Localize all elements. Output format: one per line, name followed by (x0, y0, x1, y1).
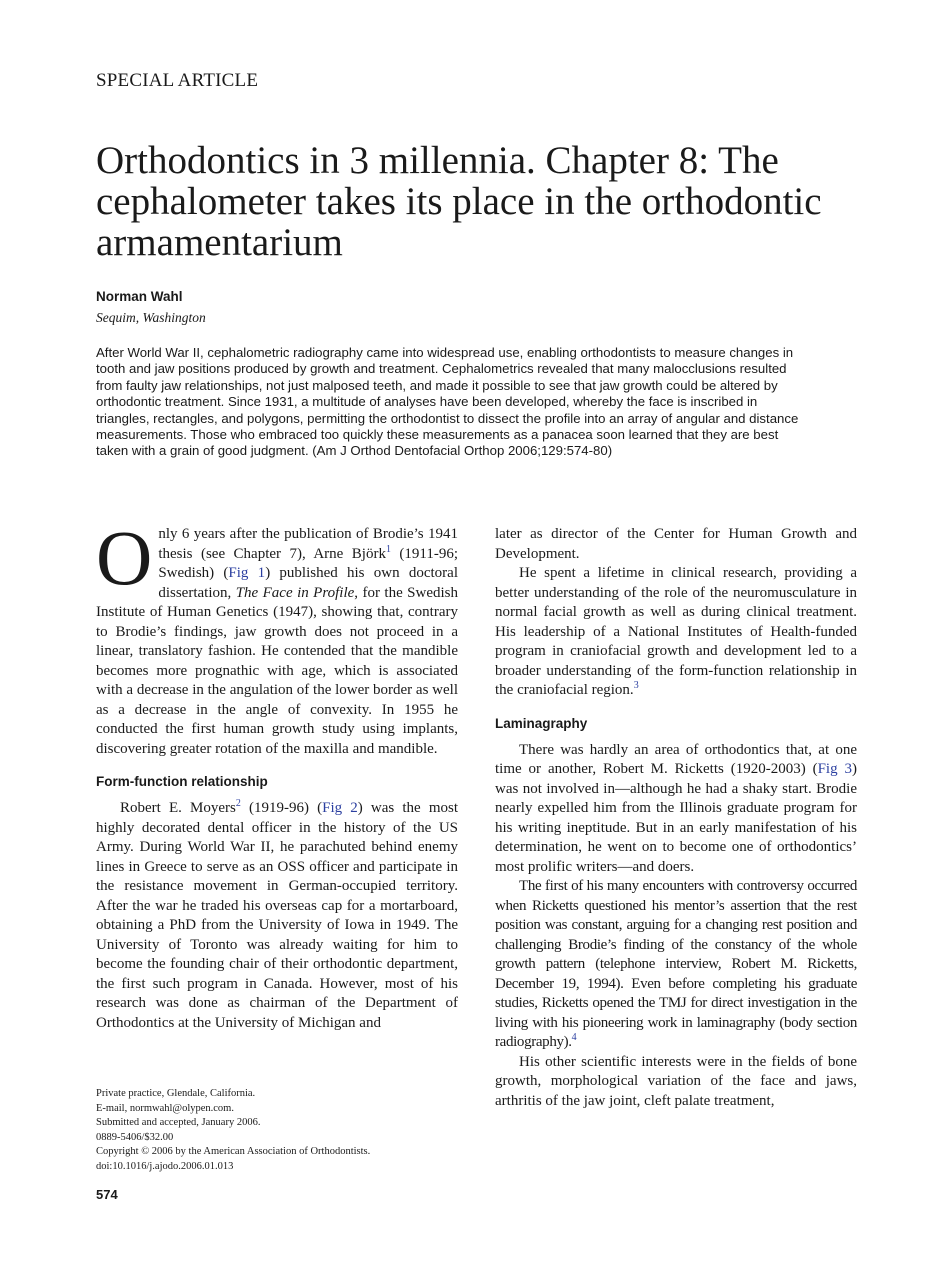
section-label: SPECIAL ARTICLE (96, 70, 259, 91)
footnote-line: Copyright © 2006 by the American Association of Orthodontists. (96, 1146, 371, 1158)
left-column (96, 514, 459, 1033)
controversy-paragraph: The first of his many encounters with controversy occurred when Ricketts questioned his mentor’s assertion that the rest position was constant, arguing for a changing rest position and challenging Brodie’s finding of the constancy of the whole growth pattern (telephone interview, Robert M. Ricketts, December 19, 1994). Even before completing his graduate studies, Ricketts opened the TMJ for direct investigation in the living with his pioneering work in laminagraphy (body section radiography).$^4$ (495, 878, 857, 1050)
reference-link-2[interactable]: 2 (235, 798, 241, 809)
reference-link-4[interactable]: 4 (571, 1032, 577, 1043)
heading-form-function: Form-function relationship (96, 774, 268, 789)
footnote-line: Submitted and accepted, January 2006. (96, 1117, 261, 1129)
footnote-email: E-mail, normwahl@olypen.com. (96, 1102, 234, 1114)
book-title: The Face in Profile (235, 584, 355, 601)
moyers-paragraph: Robert E. Moyers$^2$ (1919-96) (Fig 2) was the most highly decorated dental officer in the history of the US Army. During World War II, he parachuted behind enemy lines in Greece to serve as an OSS officer and participate in the resistance movement in German-occupied territory. After the war he traded his overseas cap for a mortarboard, obtaining a PhD from the University of Iowa in 1949. The University of Toronto was already waiting for him to become the founding chair of their orthodontic department, the first such program in Canada. However, most of his research was done as chairman of the Department of Orthodontics at the University of Michigan and (96, 798, 458, 1031)
right-column (495, 525, 857, 1111)
author-name: Norman Wahl (96, 289, 183, 304)
figure-link-1[interactable]: Fig 1 (228, 565, 266, 581)
figure-link-3[interactable]: Fig 3 (817, 761, 852, 777)
research-paragraph: He spent a lifetime in clinical research, providing a better understanding of the role of the neuromusculature in normal facial growth as well as during clinical treatment. His leadership of a National Institutes of Health-funded program in craniofacial growth and development led to a broader understanding of the form-function relationship in the craniofacial region.$^3$ (495, 565, 857, 698)
abstract: After World War II, cephalometric radiography came into widespread use, enabling orthodontists to measure changes in tooth and jaw positions produced by growth and treatment. Cephalometrics revealed that many malocclusions resulted from faulty jaw relationships, not just malposed teeth, and made it possible to see that jaw growth could be altered by orthodontic treatment. Since 1931, a multitude of analyses have been developed, whereby the face is inscribed in triangles, rectangles, and polygons, permitting the orthodontist to dissect the profile into an array of angular and distance measurements. Those who embraced too quickly these measurements as a panacea soon learned that they are best taken with a grain of good judgment. (Am J Orthod Dentofacial Orthop 2006;129:574-80) (96, 345, 799, 459)
author-affiliation: Sequim, Washington (96, 310, 206, 325)
figure-link-2[interactable]: Fig 2 (322, 800, 358, 816)
reference-link-1[interactable]: 1 (385, 543, 391, 555)
reference-link-3[interactable]: 3 (633, 680, 639, 691)
continuation-paragraph: later as director of the Center for Human Growth and Development. (495, 526, 857, 562)
interests-paragraph: His other scientific interests were in the fields of bone growth, morphological variation of the face and jaws, arthritis of the jaw joint, cleft palate treatment, (495, 1053, 857, 1109)
footnote-doi: doi:10.1016/j.ajodo.2006.01.013 (96, 1160, 234, 1172)
page-number: 574 (96, 1187, 118, 1202)
ricketts-paragraph: There was hardly an area of orthodontics that, at one time or another, Robert M. Ricketts (1920-2003) (Fig 3) was not involved in—although he had a shaky start. Brodie nearly expelled him from the Illinois graduate program for his writing ineptitude. But in an early manifestation of his determination, he went on to become one of orthodontics’ most prolific writers—and doers. (495, 741, 857, 875)
heading-laminagraphy: Laminagraphy (495, 715, 588, 731)
drop-cap: O (96, 514, 153, 601)
article-title: Orthodontics in 3 millennia. Chapter 8: The cephalometer takes its place in the orthodontic armamentarium (96, 139, 822, 264)
intro-paragraph: Only 6 years after the publication of Brodie’s 1941 thesis (see Chapter 7), Arne Björk$^1$ (1911-96; Swedish) (Fig 1) published his own doctoral dissertation, The Face in Profile, for the Swedish Institute of Human Genetics (1947), showing that, contrary to Brodie’s findings, jaw growth does not proceed in a linear, translatory fashion. He contended that the mandible becomes more prognathic with age, which is associated with a decrease in the angulation of the lower border as well as a decrease in the angle of convexity. In 1955 he conducted the first human growth study using implants, discovering greater rotation of the maxilla and mandible. (96, 514, 459, 757)
footnote-line: 0889-5406/$32.00 (96, 1131, 174, 1143)
footnote-line: Private practice, Glendale, California. (96, 1088, 256, 1099)
article-footnotes (96, 1087, 458, 1175)
